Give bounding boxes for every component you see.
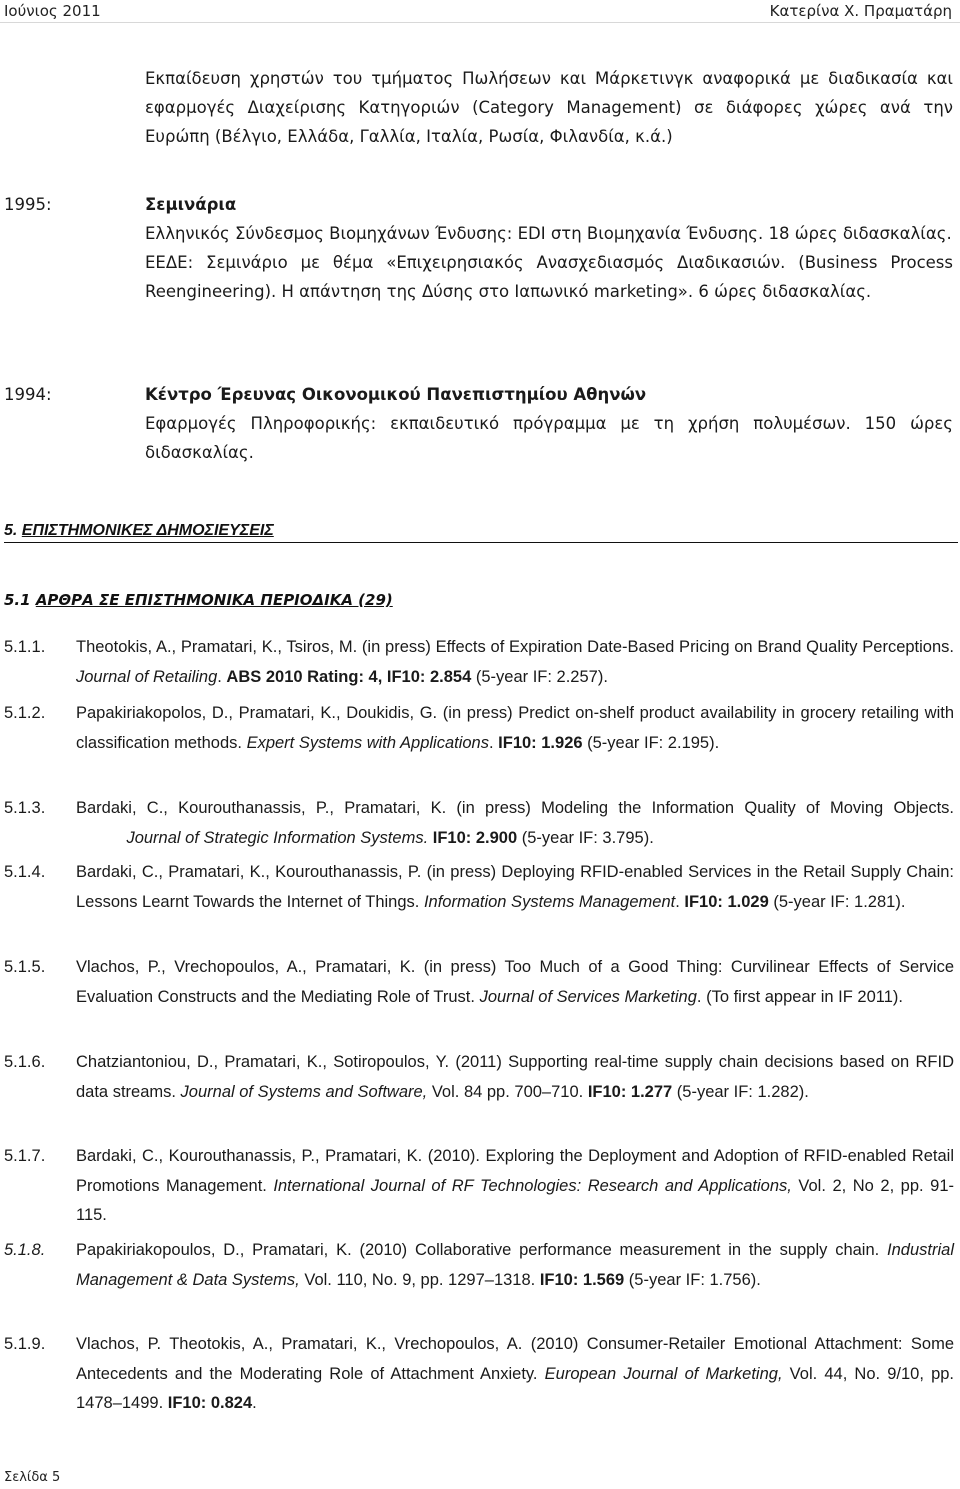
reference-authors: Bardaki, C., Pramatari, K., Kourouthanassis, P. (in press) Deploying RFID-enabled Services in the Retail Supply Chain: Lessons Learnt Towards the Internet of Things. — [76, 863, 954, 911]
reference-impact: IF10: 1.569 — [539, 1270, 625, 1289]
reference-number: 5.1.6. — [4, 1053, 46, 1071]
reference-authors: Papakiriakopolos, D., Pramatari, K., Doukidis, G. (in press) Predict on-shelf product availability in grocery retailing with classification methods. — [76, 704, 954, 752]
reference-number: 5.1.5. — [4, 958, 46, 976]
reference-body — [76, 794, 954, 853]
reference-details: Vol. 2, No 2, pp. 91-115. — [76, 1176, 955, 1224]
subsection-number: 5.1 — [4, 591, 31, 609]
reference-body — [76, 1236, 954, 1295]
reference-tail: (5-year IF: 1.756). — [624, 1270, 761, 1289]
reference-details: Vol. 44, No. 9/10, pp. 1478–1499. — [76, 1364, 955, 1412]
subsection-heading — [4, 591, 393, 609]
reference-tail: . — [252, 1394, 257, 1412]
reference-impact: IF10: 0.824 — [167, 1394, 253, 1412]
reference-item — [4, 1048, 954, 1107]
reference-item — [4, 858, 954, 917]
reference-body — [76, 1330, 954, 1419]
section-number: 5. — [4, 522, 18, 539]
header-divider — [0, 22, 960, 23]
entry-block — [145, 380, 953, 467]
subsection-title: ΑΡΘΡΑ ΣΕ ΕΠΙΣΤΗΜΟΝΙΚΑ ΠΕΡΙΟΔΙΚΑ (29) — [35, 591, 393, 609]
reference-impact: IF10: 1.926 — [498, 733, 583, 752]
reference-tail: (5-year IF: 2.257). — [471, 667, 608, 686]
header-author: Κατερίνα Χ. Πραματάρη — [769, 2, 952, 20]
reference-details: Vol. 110, No. 9, pp. 1297–1318. — [299, 1270, 540, 1289]
entry-year: 1995: — [4, 195, 52, 214]
reference-details: . — [217, 667, 227, 686]
reference-authors: Bardaki, C., Kourouthanassis, P., Pramatari, K. (2010). Exploring the Deployment and Adoption of RFID-enabled Retail Promotions Management. — [76, 1147, 954, 1195]
reference-impact: IF10: 2.900 — [432, 828, 518, 847]
reference-number: 5.1.4. — [4, 863, 46, 881]
reference-details: . — [675, 892, 685, 911]
reference-journal: Journal of Systems and Software, — [180, 1082, 428, 1101]
entry-year: 1994: — [4, 385, 52, 404]
reference-body — [76, 858, 954, 917]
reference-body — [76, 953, 954, 1012]
entry-title: Σεμινάρια — [145, 195, 237, 214]
reference-journal: Journal of Strategic Information Systems. — [126, 828, 429, 847]
reference-item — [4, 1330, 954, 1419]
reference-number: 5.1.1. — [4, 638, 46, 656]
reference-impact: IF10: 1.029 — [684, 892, 769, 911]
reference-body — [76, 1142, 954, 1231]
reference-body — [76, 699, 954, 758]
reference-number: 5.1.8. — [4, 1241, 46, 1259]
header-date: Ιούνιος 2011 — [4, 2, 101, 20]
reference-authors: Papakiriakopoulos, D., Pramatari, K. (2010) Collaborative performance measurement in the supply chain. — [76, 1241, 888, 1259]
reference-authors: Vlachos, P., Vrechopoulos, A., Pramatari, K. (in press) Too Much of a Good Thing: Curvilinear Effects of Service Evaluation Constructs and the Mediating Role of Trust. — [76, 958, 954, 1006]
reference-details: . (To first appear in IF 2011). — [696, 987, 903, 1006]
entry-line: Ελληνικός Σύνδεσμος Βιομηχάνων Ένδυσης: EDI στη Βιομηχανία Ένδυσης. 18 ώρες διδασκαλίας. — [145, 224, 952, 243]
reference-item — [4, 699, 954, 758]
reference-authors: Vlachos, P. Theotokis, A., Pramatari, K., Vrechopoulos, A. (2010) Consumer-Retailer Emotional Attachment: Some Antecedents and the Moderating Role of Attachment Anxiety. — [76, 1335, 954, 1383]
reference-journal: Journal of Retailing — [76, 667, 218, 686]
reference-tail: (5-year IF: 2.195). — [582, 733, 720, 752]
reference-journal: Information Systems Management — [423, 892, 676, 911]
reference-tail: (5-year IF: 3.795). — [517, 828, 654, 847]
reference-item — [4, 794, 954, 853]
reference-authors: Theotokis, A., Pramatari, K., Tsiros, M. (in press) Effects of Expiration Date-Based Pricing on Brand Quality Perceptions. — [76, 638, 954, 656]
reference-number: 5.1.7. — [4, 1147, 46, 1165]
reference-tail: (5-year IF: 1.282). — [672, 1082, 809, 1101]
reference-body — [76, 633, 954, 692]
reference-journal: Journal of Services Marketing — [479, 987, 697, 1006]
reference-journal: Expert Systems with Applications — [246, 733, 489, 752]
section-title: ΕΠΙΣΤΗΜΟΝΙΚΕΣ ΔΗΜΟΣΙΕΥΣΕΙΣ — [21, 522, 274, 539]
reference-authors: Bardaki, C., Kourouthanassis, P., Pramatari, K. (in press) Modeling the Information Quality of Moving Objects. — [76, 799, 954, 847]
reference-details: . — [488, 733, 499, 752]
reference-item — [4, 953, 954, 1012]
entry-block — [145, 190, 953, 306]
entry-title: Κέντρο Έρευνας Οικονομικού Πανεπιστημίου Αθηνών — [145, 385, 647, 404]
reference-tail: (5-year IF: 1.281). — [768, 892, 906, 911]
reference-impact: ABS 2010 Rating: 4, IF10: 2.854 — [226, 667, 472, 686]
entry-line: Εφαρμογές Πληροφορικής: εκπαιδευτικό πρόγραμμα με τη χρήση πολυμέσων. 150 ώρες διδασκαλίας. — [145, 414, 953, 462]
section-heading — [4, 522, 958, 543]
reference-journal: European Journal of Marketing, — [544, 1364, 783, 1383]
entry-line: ΕΕΔΕ: Σεμινάριο με θέμα «Επιχειρησιακός Ανασχεδιασμός Διαδικασιών. (Business Process Reengineering). Η απάντηση της Δύσης στο Ιαπωνικό marketing». 6 ώρες διδασκαλίας. — [145, 253, 953, 301]
reference-number: 5.1.9. — [4, 1335, 46, 1353]
reference-number: 5.1.3. — [4, 799, 46, 817]
reference-authors: Chatziantoniou, D., Pramatari, K., Sotiropoulos, Y. (2011) Supporting real-time supply chain decisions based on RFID data streams. — [76, 1053, 954, 1101]
reference-details: Vol. 84 pp. 700–710. — [427, 1082, 588, 1101]
reference-item — [4, 633, 954, 692]
reference-number: 5.1.2. — [4, 704, 46, 722]
reference-body — [76, 1048, 954, 1107]
reference-journal: Industrial Management & Data Systems, — [76, 1241, 954, 1289]
reference-item — [4, 1236, 954, 1295]
reference-journal: International Journal of RF Technologies: Research and Applications, — [273, 1176, 792, 1195]
reference-item — [4, 1142, 954, 1231]
reference-impact: IF10: 1.277 — [587, 1082, 673, 1101]
page-number: Σελίδα 5 — [4, 1470, 61, 1485]
intro-paragraph: Εκπαίδευση χρηστών του τμήματος Πωλήσεων και Μάρκετινγκ αναφορικά με διαδικασία και εφαρμογές Διαχείρισης Κατηγοριών (Category Management) σε διάφορες χώρες ανά την Ευρώπη (Βέλγιο, Ελλάδα, Γαλλία, Ιταλία, Ρωσία, Φιλανδία, κ.ά.) — [145, 69, 953, 146]
